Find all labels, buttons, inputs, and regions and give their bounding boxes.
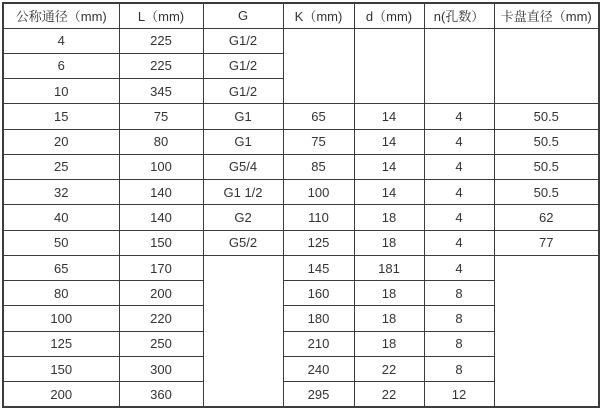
table-cell: 225	[119, 53, 203, 78]
table-cell: 85	[283, 154, 354, 179]
table-cell: 75	[119, 104, 203, 129]
table-cell: 100	[119, 154, 203, 179]
table-cell: 50.5	[494, 154, 599, 179]
table-cell: 14	[354, 180, 424, 205]
table-row	[3, 28, 599, 53]
header-cell: 公称通径（mm)	[3, 3, 119, 28]
table-cell: 295	[283, 382, 354, 407]
table-cell: 4	[424, 230, 494, 255]
table-row	[3, 180, 599, 205]
table-cell: 50.5	[494, 180, 599, 205]
table-cell: 77	[494, 230, 599, 255]
spec-table-container	[2, 2, 598, 408]
table-cell: 4	[424, 205, 494, 230]
table-cell: 345	[119, 79, 203, 104]
spec-table-head	[3, 3, 599, 28]
table-cell: 200	[119, 281, 203, 306]
table-cell: 80	[3, 281, 119, 306]
table-cell: 4	[424, 180, 494, 205]
table-cell: 40	[3, 205, 119, 230]
table-cell: 14	[354, 154, 424, 179]
table-row	[3, 154, 599, 179]
header-cell: K（mm)	[283, 3, 354, 28]
table-cell: G1	[203, 129, 283, 154]
header-cell: d（mm)	[354, 3, 424, 28]
table-cell: 4	[3, 28, 119, 53]
table-cell: 181	[354, 255, 424, 280]
table-cell: 150	[3, 356, 119, 381]
spec-table	[2, 2, 600, 408]
table-cell: 12	[424, 382, 494, 407]
table-cell: 65	[283, 104, 354, 129]
table-cell: 18	[354, 230, 424, 255]
table-cell	[424, 28, 494, 104]
table-cell: 18	[354, 281, 424, 306]
header-cell: G	[203, 3, 283, 28]
header-row	[3, 3, 599, 28]
table-cell: G1 1/2	[203, 180, 283, 205]
table-cell: 300	[119, 356, 203, 381]
table-cell	[203, 255, 283, 407]
table-cell: G5/4	[203, 154, 283, 179]
table-cell: 14	[354, 129, 424, 154]
table-cell	[494, 28, 599, 104]
table-cell: 18	[354, 331, 424, 356]
table-cell: 240	[283, 356, 354, 381]
table-cell: 65	[3, 255, 119, 280]
table-cell: 8	[424, 356, 494, 381]
table-cell: 8	[424, 281, 494, 306]
table-cell: 200	[3, 382, 119, 407]
table-cell: 140	[119, 180, 203, 205]
table-cell: 360	[119, 382, 203, 407]
table-cell: G1/2	[203, 53, 283, 78]
table-row	[3, 230, 599, 255]
table-cell: 125	[283, 230, 354, 255]
table-cell: 100	[3, 306, 119, 331]
table-cell: 8	[424, 331, 494, 356]
table-cell: 140	[119, 205, 203, 230]
table-cell	[494, 255, 599, 407]
table-cell: 80	[119, 129, 203, 154]
table-cell	[354, 28, 424, 104]
table-cell: 75	[283, 129, 354, 154]
table-cell: 18	[354, 306, 424, 331]
spec-table-body	[3, 28, 599, 407]
header-cell: L（mm)	[119, 3, 203, 28]
table-cell: 4	[424, 104, 494, 129]
table-cell: 180	[283, 306, 354, 331]
table-cell: G1/2	[203, 79, 283, 104]
table-cell: 18	[354, 205, 424, 230]
table-cell: G1	[203, 104, 283, 129]
table-cell: 10	[3, 79, 119, 104]
table-cell: 25	[3, 154, 119, 179]
table-cell: 4	[424, 129, 494, 154]
table-cell: 125	[3, 331, 119, 356]
header-cell: n(孔数）	[424, 3, 494, 28]
header-cell: 卡盘直径（mm)	[494, 3, 599, 28]
table-cell: 50.5	[494, 129, 599, 154]
table-row	[3, 129, 599, 154]
table-cell: 145	[283, 255, 354, 280]
table-cell: 225	[119, 28, 203, 53]
table-cell: 110	[283, 205, 354, 230]
table-row	[3, 104, 599, 129]
table-cell: 4	[424, 154, 494, 179]
table-cell: 220	[119, 306, 203, 331]
table-cell: G2	[203, 205, 283, 230]
table-row	[3, 205, 599, 230]
table-cell: 150	[119, 230, 203, 255]
table-cell: 50.5	[494, 104, 599, 129]
table-cell: 62	[494, 205, 599, 230]
table-cell: 50	[3, 230, 119, 255]
table-cell: 6	[3, 53, 119, 78]
table-cell: G1/2	[203, 28, 283, 53]
table-cell: 20	[3, 129, 119, 154]
table-cell: G5/2	[203, 230, 283, 255]
table-cell: 14	[354, 104, 424, 129]
table-cell: 170	[119, 255, 203, 280]
table-cell: 22	[354, 356, 424, 381]
table-cell: 100	[283, 180, 354, 205]
table-cell: 4	[424, 255, 494, 280]
table-cell: 160	[283, 281, 354, 306]
table-cell	[283, 28, 354, 104]
table-cell: 22	[354, 382, 424, 407]
table-cell: 32	[3, 180, 119, 205]
table-cell: 210	[283, 331, 354, 356]
table-cell: 250	[119, 331, 203, 356]
table-cell: 15	[3, 104, 119, 129]
table-cell: 8	[424, 306, 494, 331]
table-row	[3, 255, 599, 280]
